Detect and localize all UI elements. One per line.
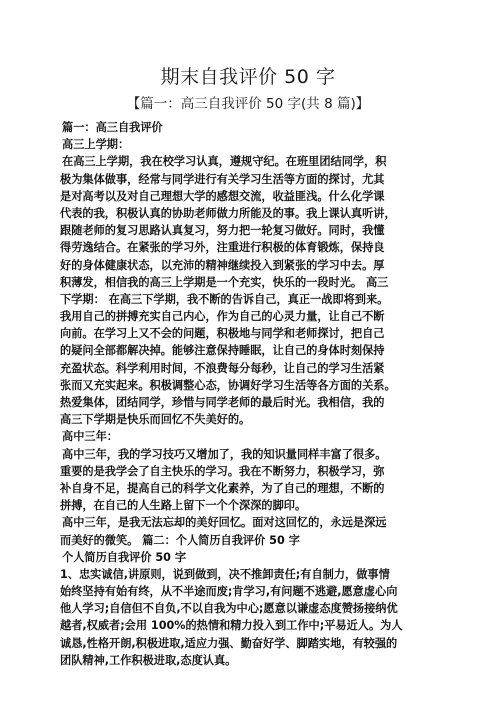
- text-line: 高中三年，是我无法忘却的美好回忆。面对这回忆的，永远是深远: [62, 516, 387, 530]
- page-title: 期末自我评价 50 字: [160, 66, 336, 88]
- text-line: 1、忠实诚信,讲原则，说到做到，决不推卸责任;有自制力，做事情: [60, 567, 390, 581]
- text-line: 高中三年：: [62, 430, 118, 444]
- document-body: [60, 119, 440, 669]
- text-line: 高三上学期：: [62, 138, 130, 152]
- text-line: 在高三上学期，我在校学习认真，遵规守纪。在班里团结同学，积: [62, 155, 387, 169]
- text-line: 下学期： 在高三下学期，我不断的告诉自己，真正一战即将到来。: [60, 292, 389, 306]
- text-line: 个人简历自我评价 50 字: [62, 550, 187, 564]
- text-line: 好的身体健康状态，以充沛的精神继续投入到紧张的学习中去。厚: [60, 258, 385, 272]
- text-line: 得劳逸结合。在紧张的学习外，注重进行积极的体育锻炼，保持良: [60, 241, 385, 255]
- text-line: 热爱集体，团结同学，珍惜与同学老师的最后时光。我相信，我的: [60, 396, 385, 409]
- text-line: 团队精神,工作积极进取,态度认真。: [60, 653, 237, 667]
- text-line: 充盈状态。科学利用时间，不浪费每分每秒，让自己的学习生活紧: [60, 361, 385, 375]
- text-line: 高三下学期是快乐而回忆不失美好的。: [60, 413, 251, 427]
- text-line: 重要的是我学会了自主快乐的学习。我在不断努力，积极学习，弥: [60, 464, 385, 478]
- text-line: 极为集体做事，经常与同学进行有关学习生活等方面的探讨，尤其: [60, 172, 385, 186]
- text-line: 跟随老师的复习思路认真复习，努力把一轮复习做好。同时，我懂: [60, 224, 385, 238]
- text-line: 而美好的微笑。 篇二：个人简历自我评价 50 字: [60, 533, 300, 547]
- text-line: 高中三年，我的学习技巧又增加了，我的知识量同样丰富了很多。: [62, 447, 387, 461]
- text-line: 诚恳,性格开朗,积极进取,适应力强、勤奋好学、脚踏实地，有较强的: [60, 636, 398, 650]
- text-line: 向前。在学习上又不会的问题，积极地与同学和老师探讨，把自己: [60, 327, 385, 341]
- text-line: 积薄发，相信我的高三上学期是一个充实，快乐的一段时光。 高三: [60, 275, 389, 289]
- text-line: 始终坚持有始有终，从不半途而废;肯学习,有问题不逃避,愿意虚心向: [60, 585, 398, 599]
- text-line: 越者,权威者;会用 100%的热情和精力投入到工作中;平易近人。为人: [60, 619, 403, 633]
- text-line: 张而又充实起来。积极调整心态，协调好学习生活等各方面的关系。: [60, 378, 396, 392]
- text-line: 是对高考以及对自己理想大学的感想交流，收益匪浅。什么化学课: [60, 189, 385, 203]
- text-line: 我用自己的拼搏充实自己内心，作为自己的心灵力量，让自己不断: [60, 310, 385, 324]
- text-line: 的疑问全部都解决掉。能够注意保持睡眠，让自己的身体时刻保持: [60, 344, 385, 358]
- text-line: 代表的我，积极认真的协助老师做力所能及的事。我上课认真听讲，: [60, 206, 396, 220]
- page-subtitle: 【篇一：高三自我评价 50 字(共 8 篇)】: [126, 96, 370, 112]
- text-line: 补自身不足，提高自己的科学文化素养，为了自己的理想，不断的: [60, 481, 385, 495]
- text-line: 他人学习;自信但不自负,不以自我为中心;愿意以谦虚态度赞扬接纳优: [60, 602, 398, 616]
- text-line: 篇一：高三自我评价: [62, 121, 163, 134]
- text-line: 拼搏，在自己的人生路上留下一个个深深的脚印。: [60, 499, 307, 513]
